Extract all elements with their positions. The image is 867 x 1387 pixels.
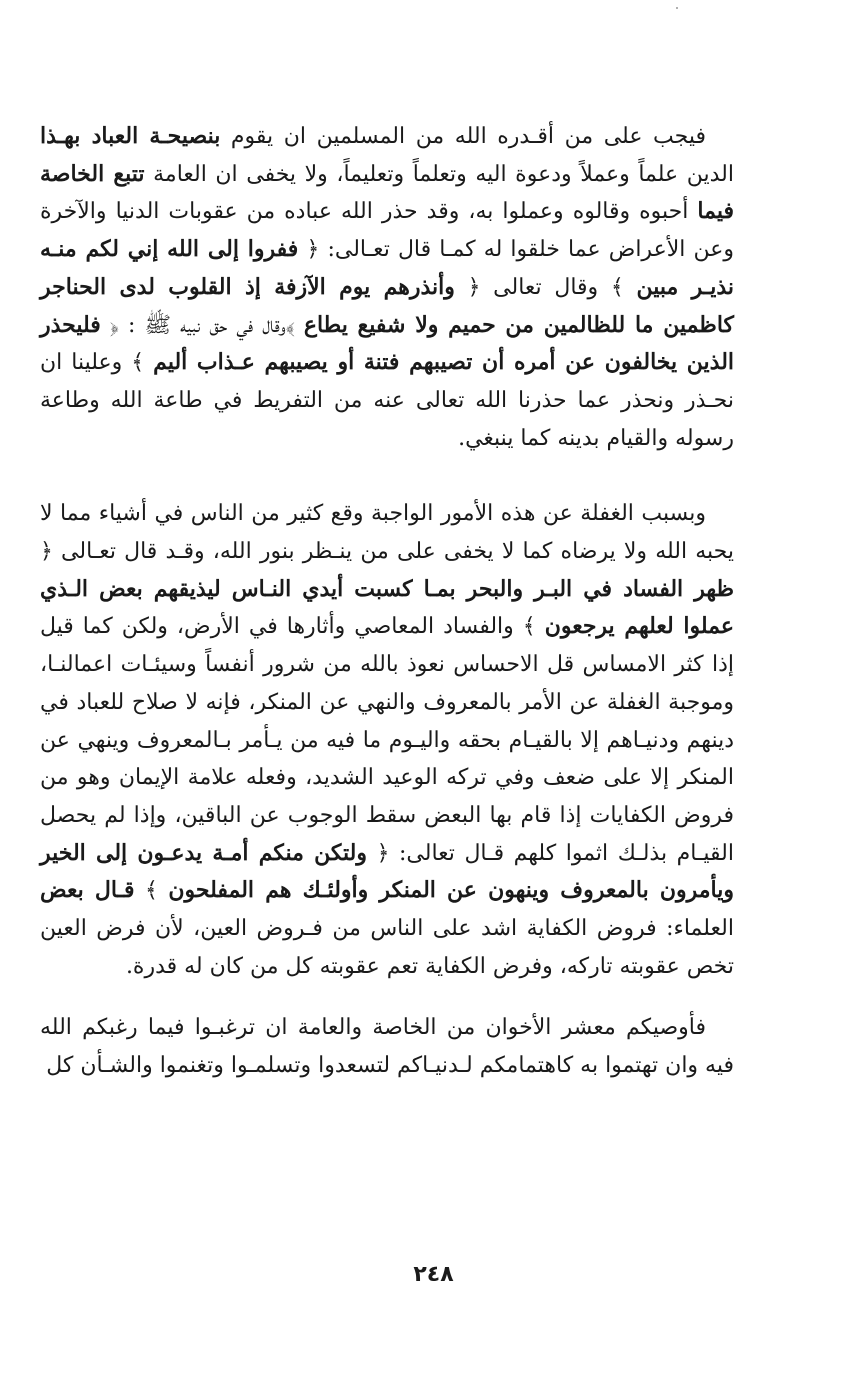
text-segment: فيجب على من أقـدره الله من المسلمين ان يقوم [220, 124, 706, 149]
text-segment: ﴾ وعلينا ان نحـذر ونحذر عما حذرنا الله تعالى عنه من التفريط في طاعة الله وطاعة رسوله والقيام بدينه كما ينبغي. [40, 350, 734, 451]
bold-text-segment: ففروا إلى الله إني لكم منـه نذيـر مبين [40, 236, 734, 300]
paragraph-2 [40, 495, 734, 985]
text-segment: ﴾ [134, 878, 169, 904]
text-segment: فأوصيكم معشر الأخوان من الخاصة والعامة ان ترغبـوا فيما رغبكم الله فيه وان تهتموا به كاهتمامكم لـدنيـاكم لتسعدوا وتسلمـوا وتغنموا والشـأن كل [40, 1015, 734, 1079]
bold-text-segment: قـال بعض [40, 877, 135, 904]
text-segment: وبسبب الغفلة عن هذه الأمور الواجبة وقع كثير من الناس في أشياء مما لا يحبه الله ولا يرضاه كما لا يخفى على من ينـظر بنور الله، وقـد قال تعـالى ﴿ [40, 501, 734, 565]
bold-text-segment: ظهر الفساد في البـر والبحر بمـا كسبت أيدي النـاس ليذيقهم بعض الـذي عملوا لعلهم يرجعون [40, 575, 734, 640]
bold-text-segment: بنصيحـة العباد بهـذا [40, 123, 221, 149]
text-segment: ﴾ وقال تعالى ﴿ [454, 274, 637, 300]
scan-speck [676, 7, 678, 9]
text-segment: الدين علماً وعملاً ودعوة اليه وتعلماً وتعليماً، ولا يخفى ان العامة [144, 161, 734, 187]
text-segment: ﴾ والفساد المعاصي وأثارها في الأرض، ولكن كما قيل إذا كثر الامساس قل الاحساس نعوذ بالله من شرور أنفساً وسيئـات اعمالنـا، وموجبة الغفلة عن الأمر بالمعروف والنهي عن المنكر، فإنه لا صلاح للعباد في دينهم ودنيـاهم إلا بالقيـام بحقه واليـوم ما فيه من يـأمر بـالمعروف وينهي عن المنكر إلا على ضعف وفي تركه الوعيد الشديد، وفعله علامة الإيمان وهو من فروض الكفايات إذا قام بها البعض سقط الوجوب عن الباقين، وإذا لم يحصل القيـام بذلـك اثموا كلهم قـال تعالى: ﴿ [40, 614, 734, 866]
text-segment: ﴾وقال في حق نبيه ﷺ : ﴿ [100, 312, 304, 338]
bold-text-segment: فليحذر الذين يخالفون عن أمره أن تصيبهم فتنة أو يصيبهم عـذاب أليم [40, 311, 735, 376]
paragraph-3 [40, 1009, 734, 1084]
text-segment: أحبوه وقالوه وعملوا به، وقد حذر الله عباده من عقوبات الدنيا والآخرة وعن الأعراض عما خلقوا له كمـا قال تعـالى: ﴿ [40, 199, 734, 263]
bold-text-segment: تتبع الخاصة فيما [40, 160, 734, 225]
body-text [40, 118, 734, 1085]
bold-text-segment: ولتكن منكم أمـة يدعـون إلى الخير ويأمرون بالمعروف وينهون عن المنكر وأولئـك هم المفلحون [40, 839, 735, 904]
bold-text-segment: وأنذرهم يوم الآزفة إذ القلوب لدى الحناجر كاظمين ما للظالمين من حميم ولا شفيع يطاع [40, 273, 734, 338]
page-number: ٢٤٨ [413, 1262, 454, 1287]
text-segment: العلماء: فروض الكفاية اشد على الناس من فـروض العين، لأن فرض العين تخص عقوبته تاركه، وفرض الكفاية تعم عقوبته كل من كان له قدرة. [40, 916, 734, 979]
paragraph-1 [40, 118, 734, 457]
